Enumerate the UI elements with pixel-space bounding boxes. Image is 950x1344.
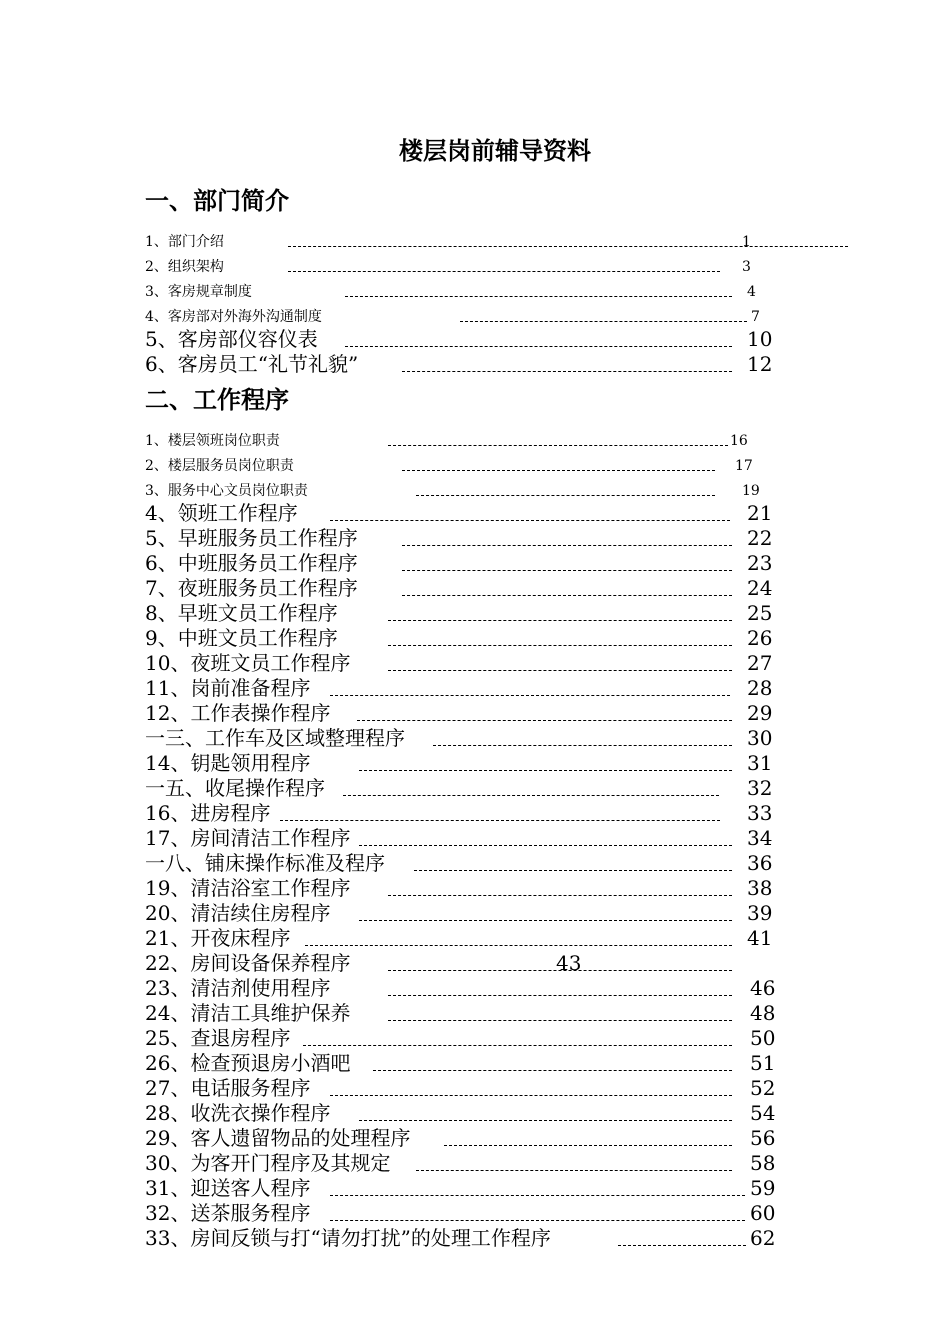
toc-page-number: 39 (747, 901, 773, 925)
toc-label: 31、迎送客人程序 (145, 1176, 311, 1200)
toc-page-number: 22 (747, 526, 773, 550)
toc-row[interactable] (145, 800, 785, 825)
toc-row[interactable] (145, 875, 785, 900)
toc-page-number: 60 (750, 1201, 776, 1225)
toc-row[interactable] (145, 450, 785, 475)
toc-leader (444, 1145, 732, 1146)
toc-row[interactable] (145, 725, 785, 750)
toc-page-number: 3 (742, 259, 751, 275)
toc-row[interactable] (145, 500, 785, 525)
toc-leader (402, 371, 732, 372)
toc-leader (388, 645, 732, 646)
toc-label: 26、检查预退房小酒吧 (145, 1051, 351, 1075)
toc-label: 19、清洁浴室工作程序 (145, 876, 351, 900)
toc-page-number: 43 (556, 951, 582, 975)
toc-leader (345, 346, 732, 347)
toc-page-number: 31 (747, 751, 773, 775)
toc-row[interactable] (145, 301, 785, 326)
toc-page-number: 52 (750, 1076, 776, 1100)
toc-page-number: 12 (747, 352, 773, 376)
toc-label: 2、组织架构 (145, 259, 224, 275)
toc-page-number: 10 (747, 327, 773, 351)
section-heading-department: 一、部门简介 (145, 186, 289, 215)
toc-row[interactable] (145, 326, 785, 351)
toc-label: 28、收洗衣操作程序 (145, 1101, 331, 1125)
toc-page-number: 26 (747, 626, 773, 650)
toc-label: 20、清洁续住房程序 (145, 901, 331, 925)
toc-page-number: 34 (747, 826, 773, 850)
toc-label: 一八、铺床操作标准及程序 (145, 851, 385, 875)
toc-row[interactable] (145, 775, 785, 800)
toc-label: 17、房间清洁工作程序 (145, 826, 351, 850)
toc-label: 14、钥匙领用程序 (145, 751, 311, 775)
toc-page-number: 46 (750, 976, 776, 1000)
toc-page-number: 36 (747, 851, 773, 875)
toc-page-number: 56 (750, 1126, 776, 1150)
toc-leader (416, 1170, 732, 1171)
toc-page-number: 16 (730, 433, 748, 449)
toc-page-number: 25 (747, 601, 773, 625)
toc-row[interactable] (145, 351, 785, 376)
toc-leader (345, 296, 732, 297)
toc-leader (388, 895, 732, 896)
toc-leader (388, 995, 732, 996)
toc-row[interactable] (145, 600, 785, 625)
toc-label: 1、楼层领班岗位职责 (145, 433, 280, 449)
toc-row[interactable] (145, 276, 785, 301)
toc-label: 10、夜班文员工作程序 (145, 651, 351, 675)
toc-page-number: 30 (747, 726, 773, 750)
toc-leader (402, 545, 732, 546)
toc-row[interactable] (145, 900, 785, 925)
toc-leader (402, 470, 715, 471)
toc-page-number: 58 (750, 1151, 776, 1175)
toc-page-number: 38 (747, 876, 773, 900)
toc-row[interactable] (145, 1175, 785, 1200)
toc-leader (359, 1120, 732, 1121)
toc-label: 一三、工作车及区域整理程序 (145, 726, 405, 750)
toc-page-number: 4 (747, 284, 756, 300)
toc-label: 21、开夜床程序 (145, 926, 291, 950)
toc-page-number: 50 (750, 1026, 776, 1050)
toc-leader (402, 595, 732, 596)
toc-label: 11、岗前准备程序 (145, 676, 311, 700)
toc-row[interactable] (145, 1025, 785, 1050)
toc-page-number: 59 (750, 1176, 776, 1200)
toc-label: 7、夜班服务员工作程序 (145, 576, 358, 600)
toc-leader (359, 920, 732, 921)
toc-page-number: 19 (742, 483, 760, 499)
toc-row[interactable] (145, 1200, 785, 1225)
toc-page-number: 54 (750, 1101, 776, 1125)
toc-label: 3、客房规章制度 (145, 284, 252, 300)
toc-label: 25、查退房程序 (145, 1026, 291, 1050)
toc-label: 33、房间反锁与打“请勿打扰”的处理工作程序 (145, 1226, 551, 1250)
toc-label: 1、部门介绍 (145, 234, 224, 250)
toc-row[interactable] (145, 1225, 785, 1250)
toc-label: 4、客房部对外海外沟通制度 (145, 309, 322, 325)
toc-label: 5、客房部仪容仪表 (145, 327, 318, 351)
toc-page-number: 21 (747, 501, 773, 525)
toc-leader (330, 1220, 745, 1221)
toc-leader (373, 1070, 732, 1071)
toc-leader (359, 770, 732, 771)
toc-page-number: 24 (747, 576, 773, 600)
toc-row[interactable] (145, 1050, 785, 1075)
toc-label: 12、工作表操作程序 (145, 701, 331, 725)
toc-row[interactable] (145, 650, 785, 675)
toc-page-number: 27 (747, 651, 773, 675)
toc-row[interactable] (145, 251, 785, 276)
toc-label: 30、为客开门程序及其规定 (145, 1151, 391, 1175)
toc-leader (330, 520, 730, 521)
toc-page-number: 41 (747, 926, 773, 950)
toc-row[interactable] (145, 825, 785, 850)
toc-leader (388, 1020, 732, 1021)
toc-leader (359, 845, 732, 846)
toc-row[interactable] (145, 925, 785, 950)
toc-row[interactable] (145, 950, 785, 975)
toc-page-number: 28 (747, 676, 773, 700)
toc-row[interactable] (145, 1000, 785, 1025)
toc-label: 3、服务中心文员岗位职责 (145, 483, 308, 499)
toc-row[interactable] (145, 550, 785, 575)
toc-row[interactable] (145, 850, 785, 875)
toc-row[interactable] (145, 975, 785, 1000)
toc-leader (388, 620, 732, 621)
toc-label: 一五、收尾操作程序 (145, 776, 325, 800)
toc-leader (305, 945, 732, 946)
toc-row[interactable] (145, 475, 785, 500)
section-heading-procedures: 二、工作程序 (145, 385, 289, 414)
toc-leader (416, 495, 715, 496)
toc-leader (280, 820, 720, 821)
toc-page-number: 23 (747, 551, 773, 575)
toc-row[interactable] (145, 525, 785, 550)
toc-row[interactable] (145, 575, 785, 600)
toc-label: 16、进房程序 (145, 801, 271, 825)
toc-label: 24、清洁工具维护保养 (145, 1001, 351, 1025)
toc-leader (330, 1195, 745, 1196)
toc-label: 2、楼层服务员岗位职责 (145, 458, 294, 474)
toc-label: 9、中班文员工作程序 (145, 626, 338, 650)
toc-page-number: 29 (747, 701, 773, 725)
toc-leader (388, 445, 728, 446)
toc-leader (460, 321, 747, 322)
toc-page-number: 1 (742, 234, 751, 250)
toc-leader (433, 745, 732, 746)
toc-leader (330, 695, 730, 696)
toc-row[interactable] (145, 700, 785, 725)
toc-row[interactable] (145, 1150, 785, 1175)
toc-leader (288, 246, 848, 247)
toc-leader (357, 720, 732, 721)
toc-page-number: 17 (735, 458, 753, 474)
toc-page-number: 33 (747, 801, 773, 825)
toc-row[interactable] (145, 226, 785, 251)
toc-leader (388, 670, 732, 671)
toc-leader (402, 570, 732, 571)
toc-label: 6、中班服务员工作程序 (145, 551, 358, 575)
toc-label: 5、早班服务员工作程序 (145, 526, 358, 550)
toc-page-number: 62 (750, 1226, 776, 1250)
toc-row[interactable] (145, 1075, 785, 1100)
toc-label: 32、送茶服务程序 (145, 1201, 311, 1225)
document-title: 楼层岗前辅导资料 (399, 136, 591, 165)
toc-row[interactable] (145, 625, 785, 650)
toc-page-number: 51 (750, 1051, 776, 1075)
toc-label: 23、清洁剂使用程序 (145, 976, 331, 1000)
toc-row[interactable] (145, 425, 785, 450)
toc-leader (414, 870, 732, 871)
toc-label: 22、房间设备保养程序 (145, 951, 351, 975)
toc-row[interactable] (145, 1100, 785, 1125)
toc-page-number: 32 (747, 776, 773, 800)
toc-label: 27、电话服务程序 (145, 1076, 311, 1100)
toc-leader (288, 271, 720, 272)
toc-page-number: 48 (750, 1001, 776, 1025)
toc-row[interactable] (145, 1125, 785, 1150)
toc-label: 8、早班文员工作程序 (145, 601, 338, 625)
toc-row[interactable] (145, 750, 785, 775)
toc-label: 6、客房员工“礼节礼貌” (145, 352, 359, 376)
toc-leader (330, 1095, 732, 1096)
toc-leader (343, 795, 719, 796)
toc-leader (303, 1045, 732, 1046)
toc-page-number: 7 (751, 309, 760, 325)
toc-row[interactable] (145, 675, 785, 700)
toc-leader (618, 1245, 746, 1246)
toc-label: 4、领班工作程序 (145, 501, 298, 525)
toc-label: 29、客人遗留物品的处理程序 (145, 1126, 411, 1150)
